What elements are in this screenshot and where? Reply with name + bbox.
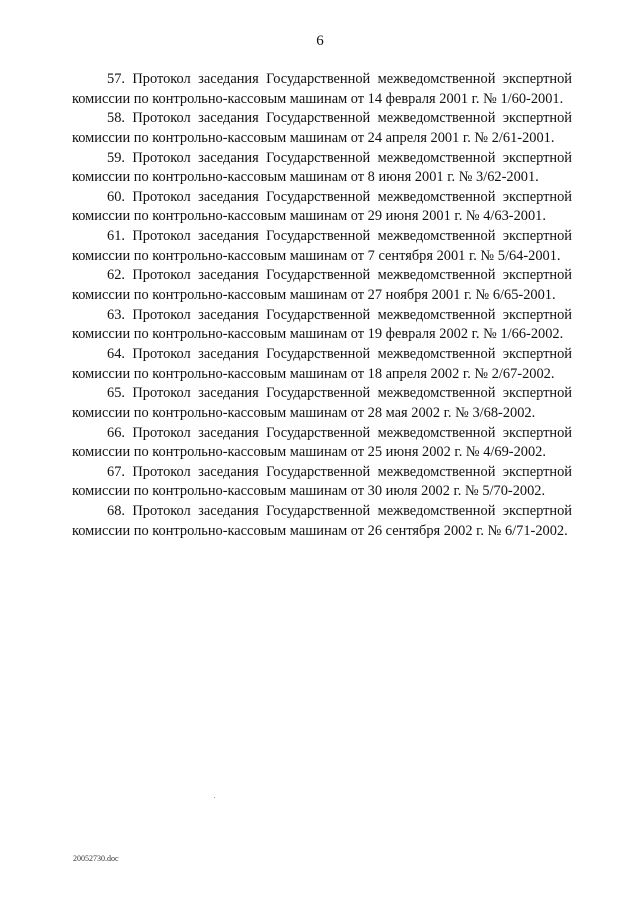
page-number: 6 [316,33,324,49]
scan-speck [214,797,215,798]
protocol-list [72,70,572,542]
list-item: 62. Протокол заседания Государственной межведомственной экспертной комиссии по контрольно-кассовым машинам от 27 ноября 2001 г. № 6/65-2001. [72,267,572,303]
list-item: 63. Протокол заседания Государственной межведомственной экспертной комиссии по контрольно-кассовым машинам от 19 февраля 2002 г. № 1/66-2002. [72,306,572,343]
list-item: 59. Протокол заседания Государственной межведомственной экспертной комиссии по контрольно-кассовым машинам от 8 июня 2001 г. № 3/62-2001. [72,149,572,186]
list-item: 68. Протокол заседания Государственной межведомственной экспертной комиссии по контрольно-кассовым машинам от 26 сентября 2002 г. № 6/71-2002. [72,503,572,539]
list-item: 64. Протокол заседания Государственной межведомственной экспертной комиссии по контрольно-кассовым машинам от 18 апреля 2002 г. № 2/67-2002. [72,346,572,382]
list-item: 65. Протокол заседания Государственной межведомственной экспертной комиссии по контрольно-кассовым машинам от 28 мая 2002 г. № 3/68-2002. [72,385,572,421]
list-item: 66. Протокол заседания Государственной межведомственной экспертной комиссии по контрольно-кассовым машинам от 25 июня 2002 г. № 4/69-2002. [72,424,572,461]
list-item: 60. Протокол заседания Государственной межведомственной экспертной комиссии по контрольно-кассовым машинам от 29 июня 2001 г. № 4/63-2001. [72,188,572,225]
list-item: 67. Протокол заседания Государственной межведомственной экспертной комиссии по контрольно-кассовым машинам от 30 июля 2002 г. № 5/70-2002. [72,463,572,500]
list-item: 57. Протокол заседания Государственной межведомственной экспертной комиссии по контрольно-кассовым машинам от 14 февраля 2001 г. № 1/60-2001. [72,71,572,107]
footer-filename: 20052730.doc [73,854,119,863]
list-item: 58. Протокол заседания Государственной межведомственной экспертной комиссии по контрольно-кассовым машинам от 24 апреля 2001 г. № 2/61-2001. [72,110,572,146]
list-item: 61. Протокол заседания Государственной межведомственной экспертной комиссии по контрольно-кассовым машинам от 7 сентября 2001 г. № 5/64-2001. [72,228,572,264]
